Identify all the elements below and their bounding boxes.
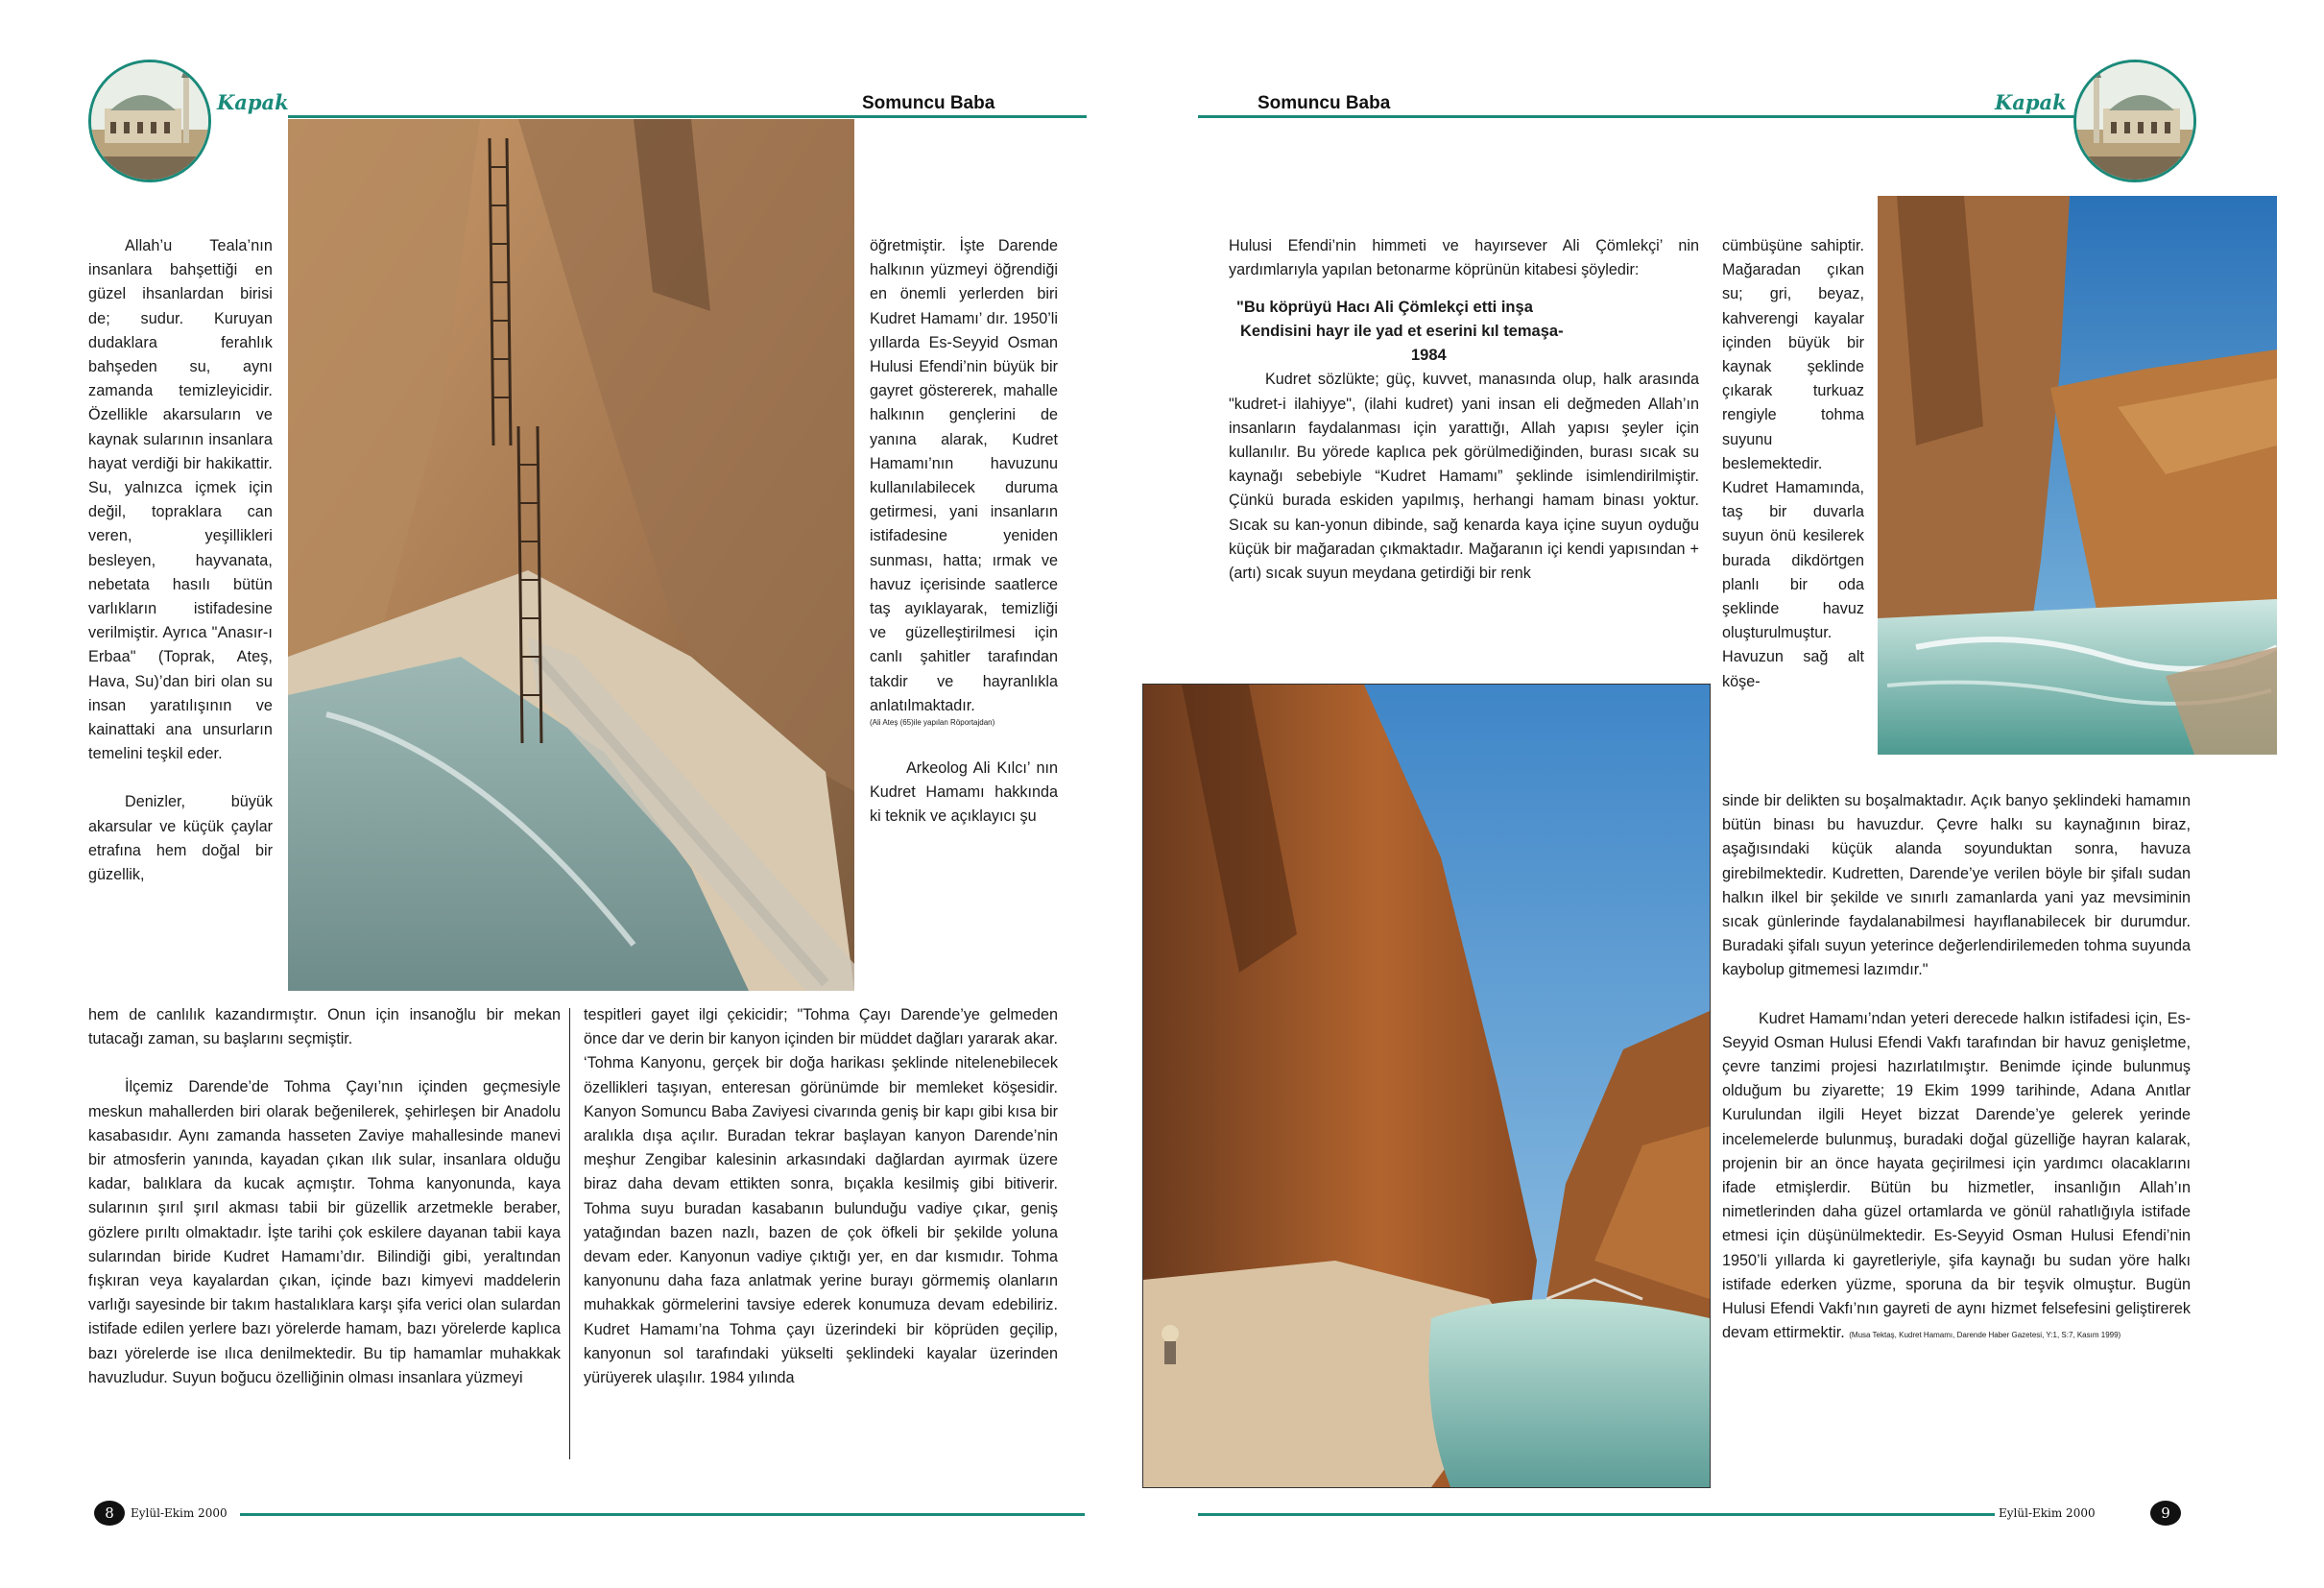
paragraph: Allah’u Teala’nın insanlara bahşettiği en güzel ihsanlardan birisi de; sudur. Kuruyan dudaklara ferahlık bahşeden su, aynı zamanda temizleyicidir. Özellikle akarsuların ve kaynak sularının insanlara hayat verdiği bir hakikattir. Su, yalnızca içmek için değil, topraklara can veren, yeşillikleri besleyen, hayvanata, nebetata hasılı bütün varlıkların istifadesine verilmiştir. Ayrıca "Anasır-ı Erbaa" (Toprak, Ateş, Hava, Su)’dan biri olan su insan yaratılışının ve kainattaki ana unsurların temelini teşkil eder. xyxy=(88,237,273,763)
left-column-wide xyxy=(88,1003,561,1414)
header-rule-left xyxy=(288,115,1087,118)
footer-rule-left xyxy=(240,1513,1085,1516)
right-column-1 xyxy=(1229,234,1699,610)
paragraph: öğretmiştir. İşte Darende halkının yüzmeyi öğrendiği en önemli yerlerden biri Kudret Hamamı’ dır. 1950’li yıllarda Es-Seyyid Osman Hulusi Efendi’nin büyük bir gayret göstererek, mahalle halkının gençlerini de yanına alarak, Kudret Hamamı’nın havuzunu kullanılabilecek duruma getirmesi, yani insanların istifadesine yeniden sunması, hatta; ırmak ve havuz içerisinde saatlerce taş ayıklayarak, temizliği ve güzelleştirilmesi için canlı şahitler tarafından takdir ve hayranlıkla anlatılmaktadır. xyxy=(870,237,1058,714)
mosque-logo-left xyxy=(88,60,211,182)
page-number-left: 8 xyxy=(94,1501,125,1526)
inscription-year: 1984 xyxy=(1411,347,1447,365)
paragraph: Denizler, büyük akarsular ve küçük çaylar etrafına hem doğal bir güzellik, xyxy=(88,793,273,884)
right-column-2-wide xyxy=(1722,789,2191,1345)
issue-date-left: Eylül-Ekim 2000 xyxy=(131,1506,228,1520)
paragraph: Kudret sözlükte; güç, kuvvet, manasında olup, halk arasında "kudret-i ilahiyye", (ilahi kudret) yani insan eli değmeden Allah’ın insanların faydalanması için yarattığı, Allah yapısı şeyler için kullanılır. Bu yörede kaplıca pek görülmediğinden, burası sıcak su kaynağı sebebiyle “Kudret Hamamı” şeklinde isimlendirilmiştir. Çünkü burada eskiden yapılmış, herhangi hamam binası yoktur. Sıcak su kan-yonun dibinde, sağ kenarda kaya içine suyun oyduğu küçük bir mağaradan çıkmaktadır. Mağaranın içi kendi yapısından + (artı) sıcak suyun meydana getirdiği bir renk xyxy=(1229,371,1699,583)
paragraph: cümbüşüne sahiptir. Mağaradan çıkan su; gri, beyaz, kahverengi kayalar içinden büyük bir kaynak şeklinde çıkarak turkuaz rengiyle tohma suyunu beslemektedir. Kudret Hamamında, taş bir duvarla suyun önü kesilerek burada dikdörtgen planlı bir oda şeklinde havuz oluşturulmuştur. Havuzun sağ alt köşe- xyxy=(1722,237,1864,690)
inscription-line-2: Kendisini hayr ile yad et eserini kıl temaşa- xyxy=(1240,323,1564,341)
section-label-right: Kapak xyxy=(1995,90,2067,114)
header-rule-right xyxy=(1198,115,2091,118)
paragraph: Hulusi Efendi’nin himmeti ve hayırsever Ali Çömlekçi’ nin yardımlarıyla yapılan betonarme köprünün kitabesi şöyledir: xyxy=(1229,237,1699,279)
inscription-line-1: "Bu köprüyü Hacı Ali Çömlekçi etti inşa xyxy=(1236,299,1533,317)
mosque-logo-right xyxy=(2073,60,2196,182)
paragraph: Kudret Hamamı’ndan yeteri derecede halkın istifadesi için, Es-Seyyid Osman Hulusi Efendi Vakfı tarafından bir havuz genişletme, çevre tanzimi projesi hazırlatılmıştır. Benimde içinde bulunmuş olduğum bu ziyarette; 19 Ekim 1999 tarihinde, Adana Anıtlar Kurulundan ilgili Heyet bizzat Darende’ye gelerek yerinde incelemelerde bulunmuş, buradaki doğal güzelliğe hayran kalarak, projenin bir an önce hayata geçirilmesi için yardımcı olacaklarını ifade etmişlerdir. Bütün bu hizmetler, insanlığın Allah’ın nimetlerinden daha güzel ortamlarda ve gönül rahatlığıyla istifade etmesi için düşünülmektedir. Es-Seyyid Osman Hulusi Efendi’nin 1950’li yıllarda ki gayretleriyle, şifa kaynağı bu sudan yöre halkı istifade ederken yüzme, sporuna da bir teşvik olmuştur. Bugün Hulusi Efendi Vakfı’nın gayreti de aynı hizmet felsefesini geliştirerek devam ettirmektir. xyxy=(1722,1009,2191,1342)
right-column-2 xyxy=(1722,234,1864,694)
canyon-pool-photo xyxy=(1142,684,1711,1488)
left-column-2 xyxy=(870,234,1058,830)
paragraph: Arkeolog Ali Kılcı’ nın Kudret Hamamı hakkında ki teknik ve açıklayıcı şu xyxy=(870,759,1058,826)
paragraph: sinde bir delikten su boşalmaktadır. Açık banyo şeklindeki hamamın bütün binası bu havuzdur. Çevre halkı su kaynağının biraz, aşağısındaki küçük alanda soyunduktan sonra, havuza girebilmektedir. Kudretten, Darende’ye verilen böyle bir şifalı sudan halkın ilkel bir şekilde ve sınırlı zamanlarda yani yaz mevsiminin sıcak günlerinde faydalanabilmesi hayıflanabilecek bir durumdur. Buradaki şifalı suyun yeterince değerlendirilemeden tohma suyunda kaybolup gitmemesi lazımdır." xyxy=(1722,792,2191,979)
issue-date-right: Eylül-Ekim 2000 xyxy=(1999,1506,2096,1520)
footer-rule-right xyxy=(1198,1513,1995,1516)
canyon-ladder-photo xyxy=(288,119,854,991)
cave-spring-photo xyxy=(1878,196,2277,755)
paragraph: tespitleri gayet ilgi çekicidir; "Tohma Çayı Darende’ye gelmeden önce dar ve derin bir kanyon içinden bir müddet dağları yararak akar. ‘Tohma Kanyonu, gerçek bir doğa harikası şeklinde nitelenebilecek özellikleri taşıyan, enteresan görünümde bir memleket köşesidir. Kanyon Somuncu Baba Zaviyesi civarında geniş bir kapı gibi kısa bir aralıkla dışa açılır. Buradan tekrar başlayan kanyon Darende’nin meşhur Zengibar kalesinin arkasındaki dağlardan ayırmak üzere biraz daha devam ettikten sonra, bıçakla kesilmiş gibi bitiverir. Tohma suyu buradan kasabanın bulunduğu vadiye çıkar, geniş yatağından bazen nazlı, bazen de çok öfkeli bir şekilde yoluna devam eder. Kanyonun vadiye çıktığı yer, en dar kısmıdır. Tohma kanyonunu daha faza anlatmak yerine burayı görmemiş olanların muhakkak görmelerini tavsiye ederek konumuza devam edebiliriz. Kudret Hamamı’na Tohma çayı üzerindeki bir köprüden geçilip, kanyonun sol tarafındaki yükselti şeklindeki kayalar üzerinden yürüyerek ulaşılır. 1984 yılında xyxy=(584,1006,1058,1387)
column-divider-left xyxy=(569,1008,570,1459)
left-column-1 xyxy=(88,234,273,887)
source-note: (Ali Ateş (65)ile yapılan Röportajdan) xyxy=(870,718,995,728)
page-number-right: 9 xyxy=(2150,1501,2181,1526)
paragraph: İlçemiz Darende’de Tohma Çayı’nın içinden geçmesiyle meskun mahallerden biri olarak beğenilerek, şehirleşen bir Anadolu kasabasıdır. Aynı zamanda hasseten Zaviye mahallesinde manevi bir atmosferin yanında, kayadan çıkan ılık sular, insanlara olduğu kadar, balıklara da kucak açmıştır. Tohma kanyonunda, kaya sularının şırıl şırıl akması tabii bir güzellik arzetmekle beraber, gözlere pırıltı olmaktadır. İşte tarihi çok eskilere dayanan tabii kaya sularından biride Kudret Hamamı’dır. Bilindiği gibi, yeraltından fışkıran veya kayalardan çıkan, içinde bazı kimyevi maddelerin varlığı sayesinde bir takım hastalıklara karşı şifa verici olan sulardan istifade edilen yerlere bazı yörelerde hamam, bazı yörelerde kaplıca bazı yörelerde ise ılıca denilmektedir. Bu tip hamamlar muhakkak havuzludur. Suyun boğucu özelliğinin olması insanlara yüzmeyi xyxy=(88,1078,561,1386)
magazine-title-left: Somuncu Baba xyxy=(862,93,995,113)
source-note: (Musa Tektaş, Kudret Hamamı, Darende Haber Gazetesi, Y:1, S:7, Kasım 1999) xyxy=(1849,1331,2121,1340)
left-column-2-wide xyxy=(584,1003,1058,1414)
section-label-left: Kapak xyxy=(217,90,289,114)
paragraph: hem de canlılık kazandırmıştır. Onun için insanoğlu bir mekan tutacağı zaman, su başlarını seçmiştir. xyxy=(88,1006,561,1048)
magazine-title-right: Somuncu Baba xyxy=(1258,93,1391,113)
